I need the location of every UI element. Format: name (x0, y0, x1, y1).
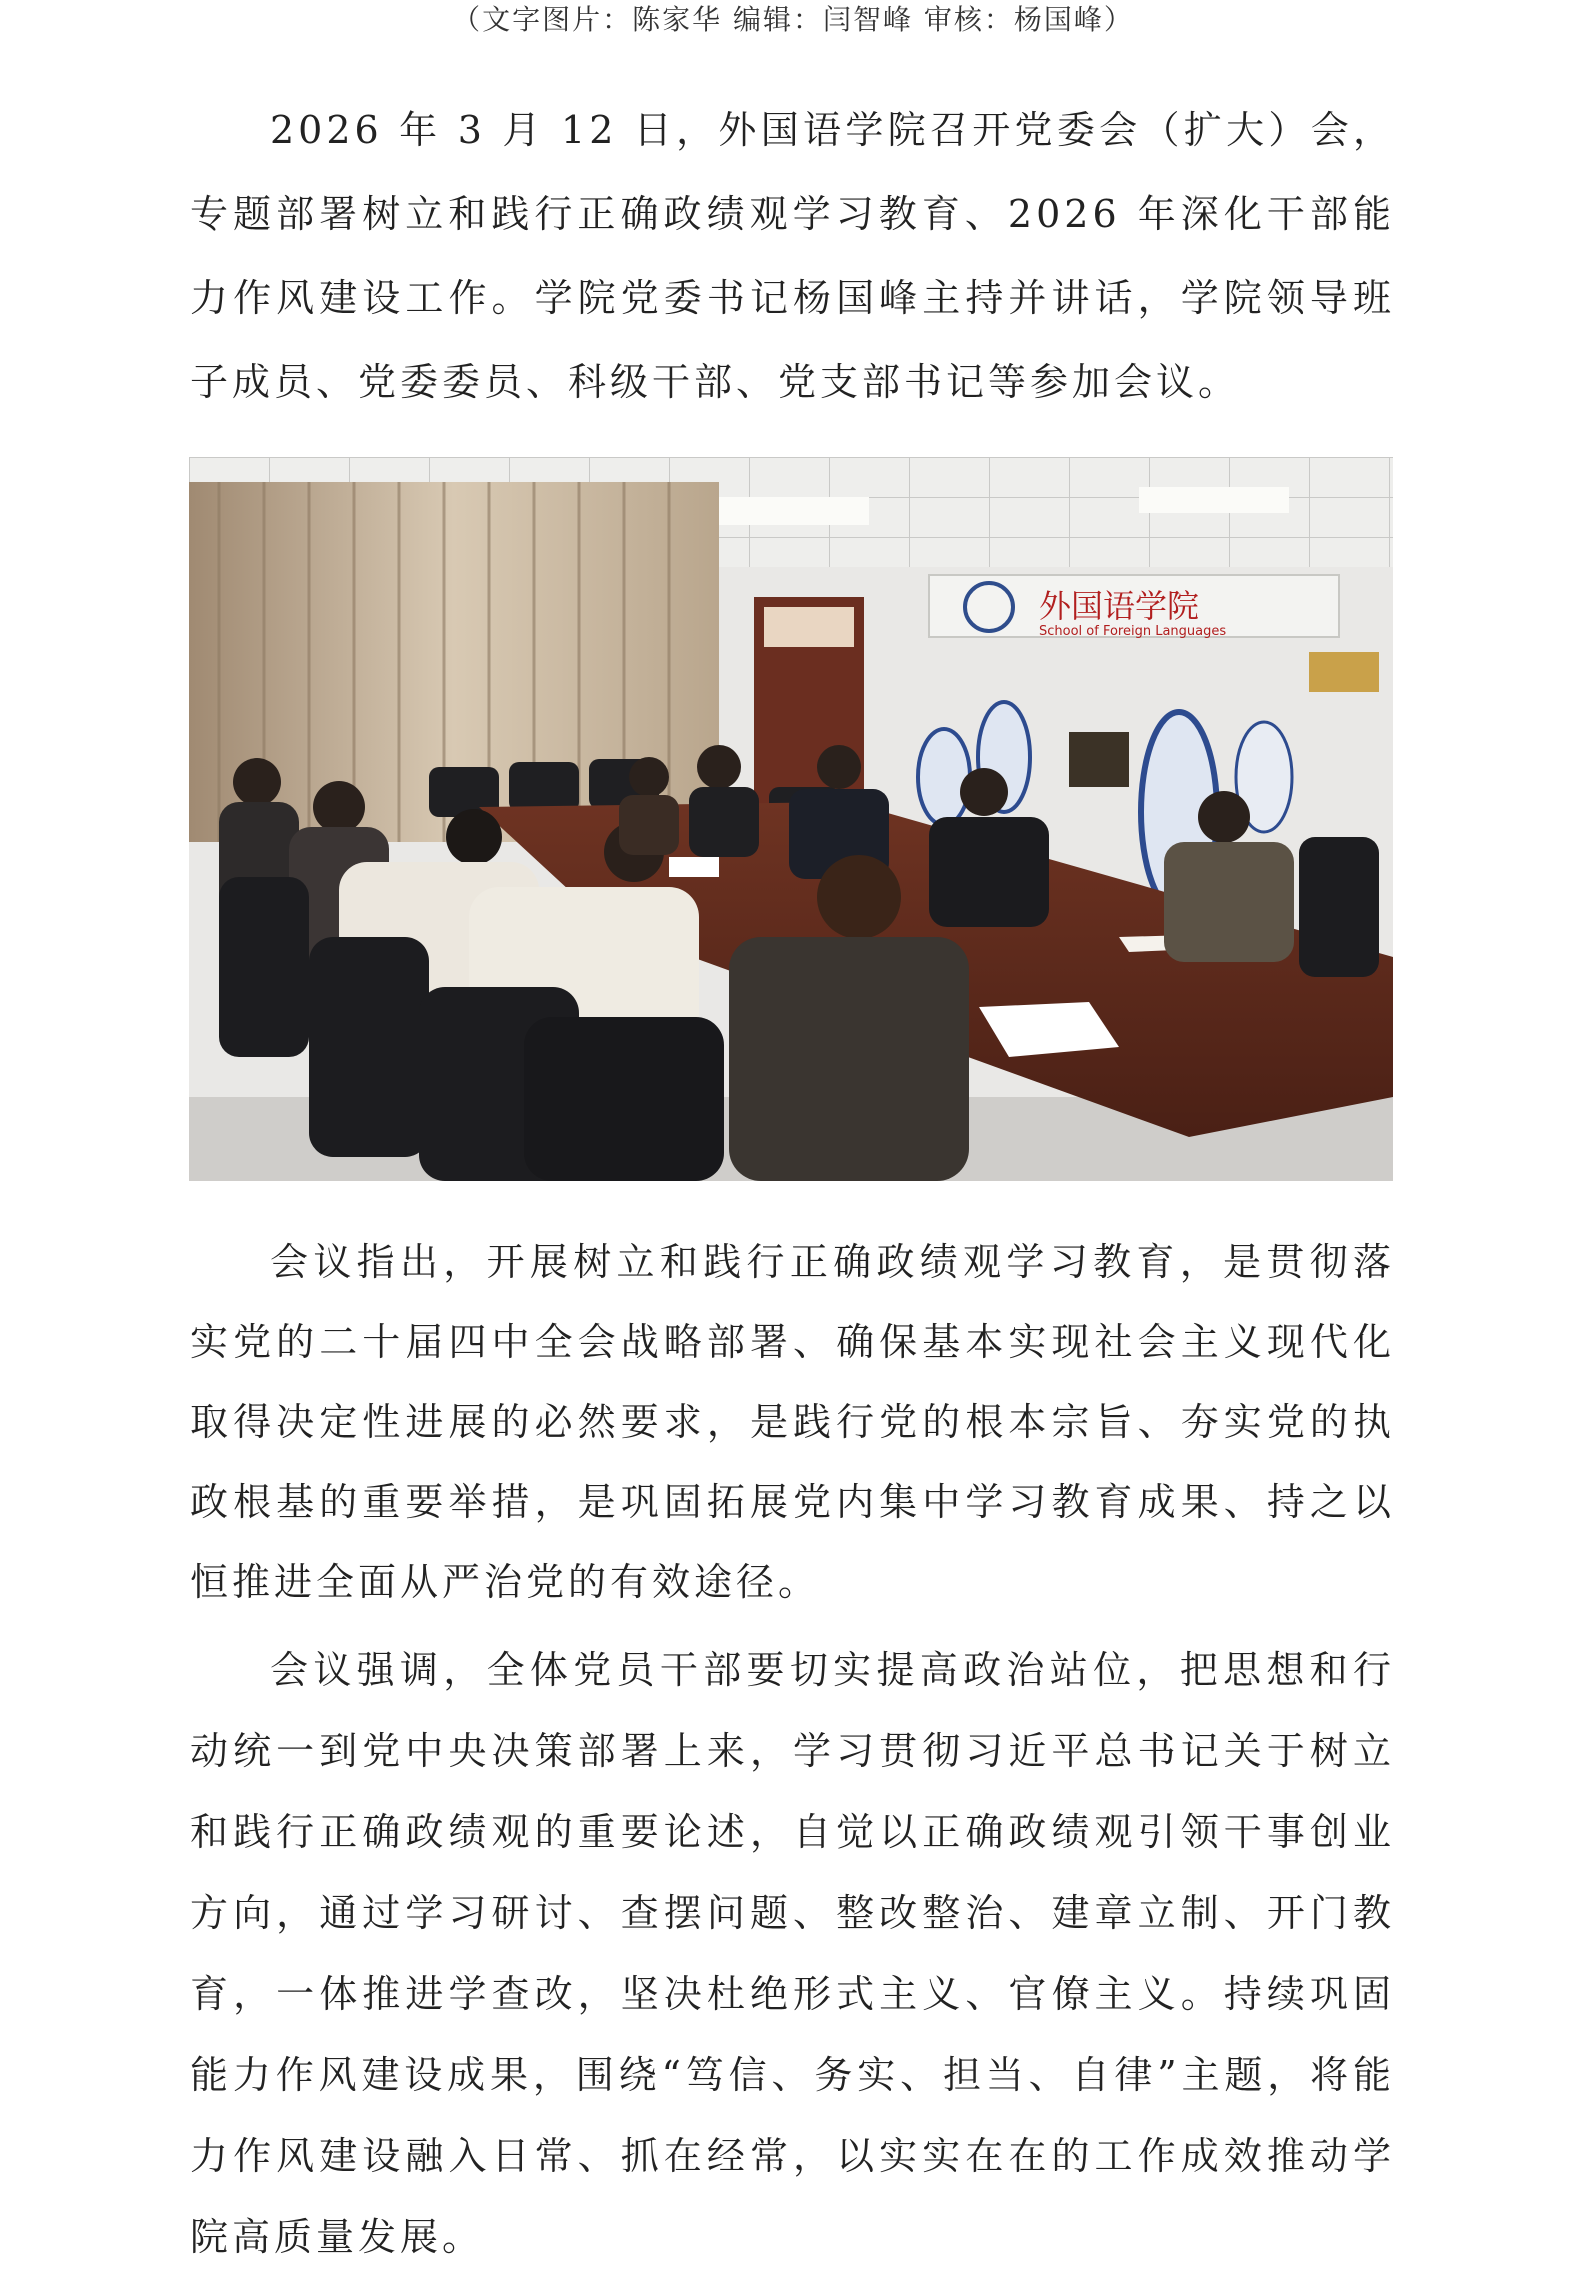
paragraph-meeting-emphasis: 会议强调，全体党员干部要切实提高政治站位，把思想和行动统一到党中央决策部署上来，学习贯彻习近平总书记关于树立和践行正确政绩观的重要论述，自觉以正确政绩观引领干事创业方向，通过学习研讨、查摆问题、整改整治、建章立制、开门教育，一体推进学查改，坚决杜绝形式主义、官僚主义。持续巩固能力作风建设成果，围绕“笃信、务实、担当、自律”主题，将能力作风建设融入日常、抓在经常，以实实在在的工作成效推动学院高质量发展。 (190, 1648, 1395, 2259)
credit-line: （文字图片：陈家华 编辑：闫智峰 审核：杨国峰） (452, 3, 1134, 36)
sign-chinese-text: 外国语学院 (1039, 587, 1200, 625)
meeting-photo (189, 457, 1393, 1181)
paragraph-meeting-points: 会议指出，开展树立和践行正确政绩观学习教育，是贯彻落实党的二十届四中全会战略部署、确保基本实现社会主义现代化取得决定性进展的必然要求，是践行党的根本宗旨、夯实党的执政根基的重要举措，是巩固拓展党内集中学习教育成果、持之以恒推进全面从严治党的有效途径。 (190, 1240, 1395, 1604)
paragraph-intro: 2026 年 3 月 12 日，外国语学院召开党委会（扩大）会，专题部署树立和践行正确政绩观学习教育、2026 年深化干部能力作风建设工作。学院党委书记杨国峰主持并讲话，学院领导班子成员、党委委员、科级干部、党支部书记等参加会议。 (190, 108, 1395, 404)
sign-english-text: School of Foreign Languages (1039, 624, 1227, 639)
